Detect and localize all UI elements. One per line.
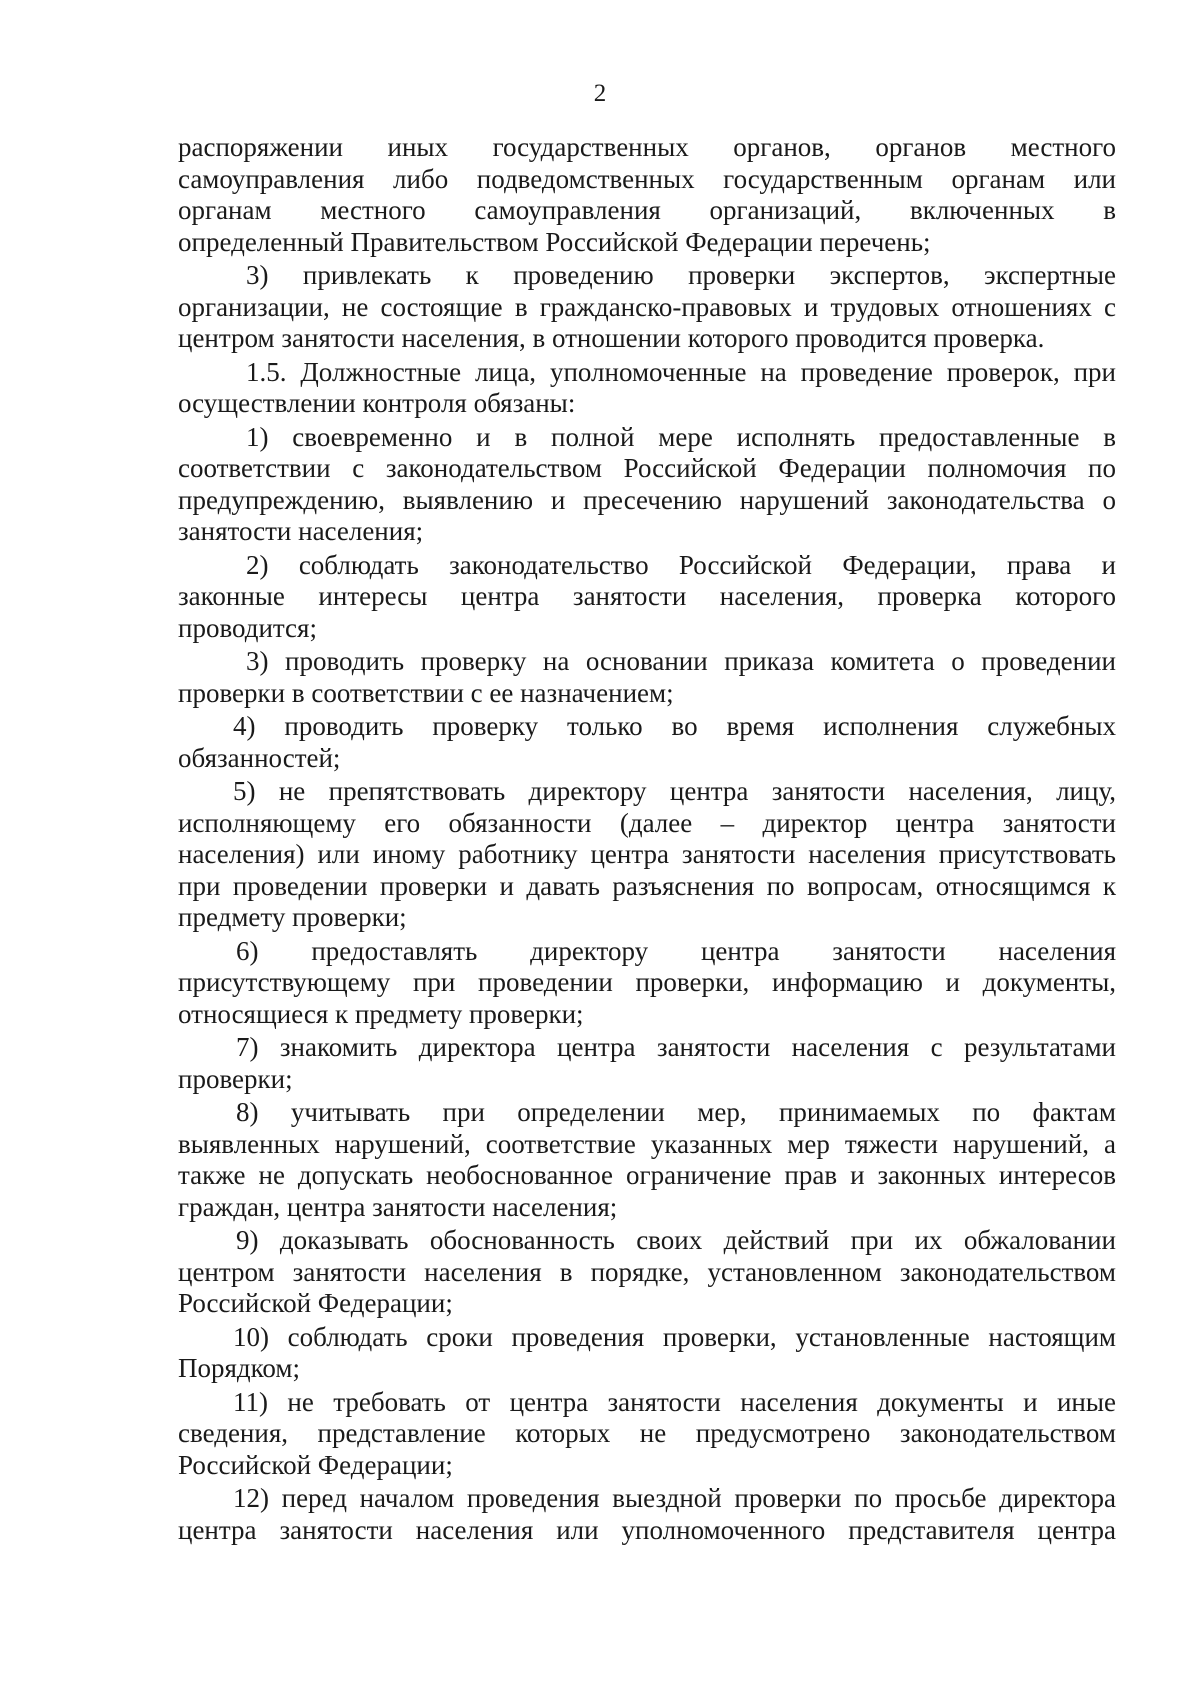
text-line: обязанностей;: [178, 742, 341, 773]
text-line: 12) перед началом проведения выездной проверки по просьбе директора: [233, 1483, 1116, 1513]
text-line: 3) привлекать к проведению проверки экспертов, экспертные: [246, 260, 1116, 290]
text-line: при проведении проверки и давать разъяснения по вопросам, относящимся к: [178, 870, 1116, 901]
text-line: центра занятости населения или уполномоченного представителя центра: [178, 1514, 1116, 1545]
page-number: 2: [593, 80, 607, 107]
text-line: самоуправления либо подведомственных государственным органам или: [178, 163, 1116, 194]
text-line: предмету проверки;: [178, 902, 407, 932]
text-line: населения) или иному работнику центра занятости населения присутствовать: [178, 839, 1116, 869]
text-line: распоряжении иных государственных органов, органов местного: [178, 132, 1116, 162]
text-line: присутствующему при проведении проверки, информацию и документы,: [178, 967, 1116, 997]
text-line: 1) своевременно и в полной мере исполнять предоставленные в: [246, 421, 1116, 452]
document-body: [178, 132, 1116, 1546]
text-line: граждан, центра занятости населения;: [178, 1191, 618, 1222]
text-line: центром занятости населения в порядке, установленном законодательством: [178, 1256, 1116, 1287]
text-line: 3) проводить проверку на основании приказа комитета о проведении: [246, 646, 1116, 676]
text-line: сведения, представление которых не предусмотрено законодательством: [178, 1418, 1116, 1448]
text-line: центром занятости населения, в отношении которого проводится проверка.: [178, 323, 1045, 353]
text-line: осуществлении контроля обязаны:: [178, 388, 576, 418]
text-line: 4) проводить проверку только во время исполнения служебных: [233, 711, 1116, 741]
text-line: занятости населения;: [178, 516, 424, 546]
text-line: законные интересы центра занятости населения, проверка которого: [178, 581, 1116, 611]
text-line: определенный Правительством Российской Федерации перечень;: [178, 226, 931, 257]
text-line: Российской Федерации;: [178, 1449, 453, 1480]
text-line: также не допускать необоснованное ограничение прав и законных интересов: [178, 1160, 1116, 1190]
text-line: относящиеся к предмету проверки;: [178, 998, 584, 1029]
text-line: 7) знакомить директора центра занятости населения с результатами: [236, 1032, 1116, 1062]
text-line: 8) учитывать при определении мер, принимаемых по фактам: [236, 1097, 1116, 1127]
text-line: 10) соблюдать сроки проведения проверки, установленные настоящим: [233, 1321, 1116, 1352]
text-line: 11) не требовать от центра занятости населения документы и иные: [233, 1386, 1116, 1417]
text-line: 2) соблюдать законодательство Российской Федерации, права и: [246, 549, 1116, 580]
text-line: проводится;: [178, 612, 317, 643]
text-line: Российской Федерации;: [178, 1288, 453, 1318]
text-line: 9) доказывать обоснованность своих действий при их обжаловании: [236, 1225, 1116, 1255]
text-line: организации, не состоящие в гражданско-правовых и трудовых отношениях с: [178, 291, 1116, 322]
text-line: соответствии с законодательством Российской Федерации полномочия по: [178, 453, 1116, 483]
text-line: предупреждению, выявлению и пресечению нарушений законодательства о: [178, 484, 1116, 515]
text-line: 5) не препятствовать директору центра занятости населения, лицу,: [233, 776, 1116, 806]
text-line: исполняющему его обязанности (далее – директор центра занятости: [178, 807, 1116, 838]
text-line: Порядком;: [178, 1353, 300, 1383]
text-line: проверки в соответствии с ее назначением;: [178, 677, 674, 708]
text-line: 1.5. Должностные лица, уполномоченные на проведение проверок, при: [246, 356, 1116, 387]
text-line: органам местного самоуправления организаций, включенных в: [178, 195, 1116, 225]
text-line: проверки;: [178, 1063, 293, 1094]
text-line: 6) предоставлять директору центра занятости населения: [236, 935, 1116, 966]
text-line: выявленных нарушений, соответствие указанных мер тяжести нарушений, а: [178, 1128, 1116, 1159]
